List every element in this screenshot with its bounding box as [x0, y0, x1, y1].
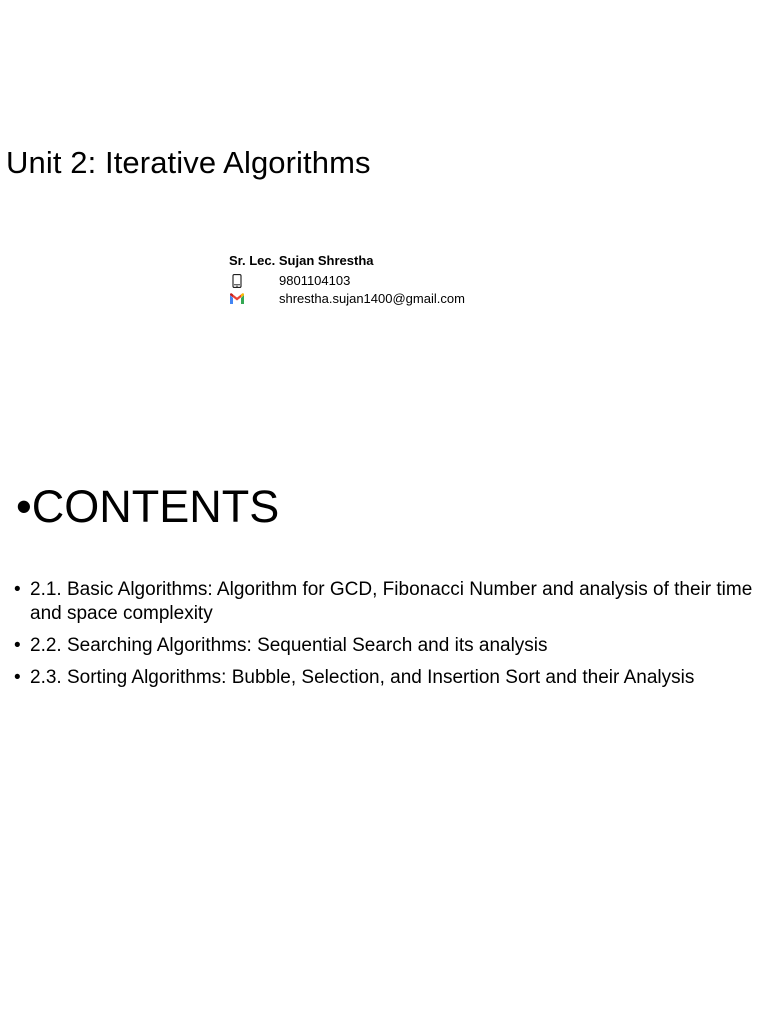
list-bullet: •	[14, 667, 21, 688]
list-item-text: 2.2. Searching Algorithms: Sequential Search and its analysis	[30, 635, 548, 656]
list-bullet: •	[14, 579, 21, 600]
contents-heading-text: CONTENTS	[31, 481, 280, 532]
list-item	[14, 666, 754, 690]
contents-heading	[16, 478, 279, 536]
contents-heading-bullet: •	[16, 481, 32, 532]
email-row	[229, 290, 465, 308]
slide-title: Unit 2: Iterative Algorithms	[6, 144, 371, 180]
list-item	[14, 634, 754, 658]
list-item-text: 2.1. Basic Algorithms: Algorithm for GCD, Fibonacci Number and analysis of their time and space complexity	[30, 579, 753, 624]
contents-list	[14, 578, 754, 698]
list-item-text: 2.3. Sorting Algorithms: Bubble, Selection, and Insertion Sort and their Analysis	[30, 667, 695, 688]
phone-row	[229, 272, 374, 290]
mobile-phone-icon	[229, 274, 245, 288]
email-address: shrestha.sujan1400@gmail.com	[279, 291, 465, 306]
presenter-name: Sr. Lec. Sujan Shrestha	[229, 253, 374, 268]
list-bullet: •	[14, 635, 21, 656]
phone-number: 9801104103	[279, 273, 351, 288]
presenter-info	[229, 252, 465, 308]
gmail-icon	[229, 292, 245, 306]
list-item	[14, 578, 754, 626]
